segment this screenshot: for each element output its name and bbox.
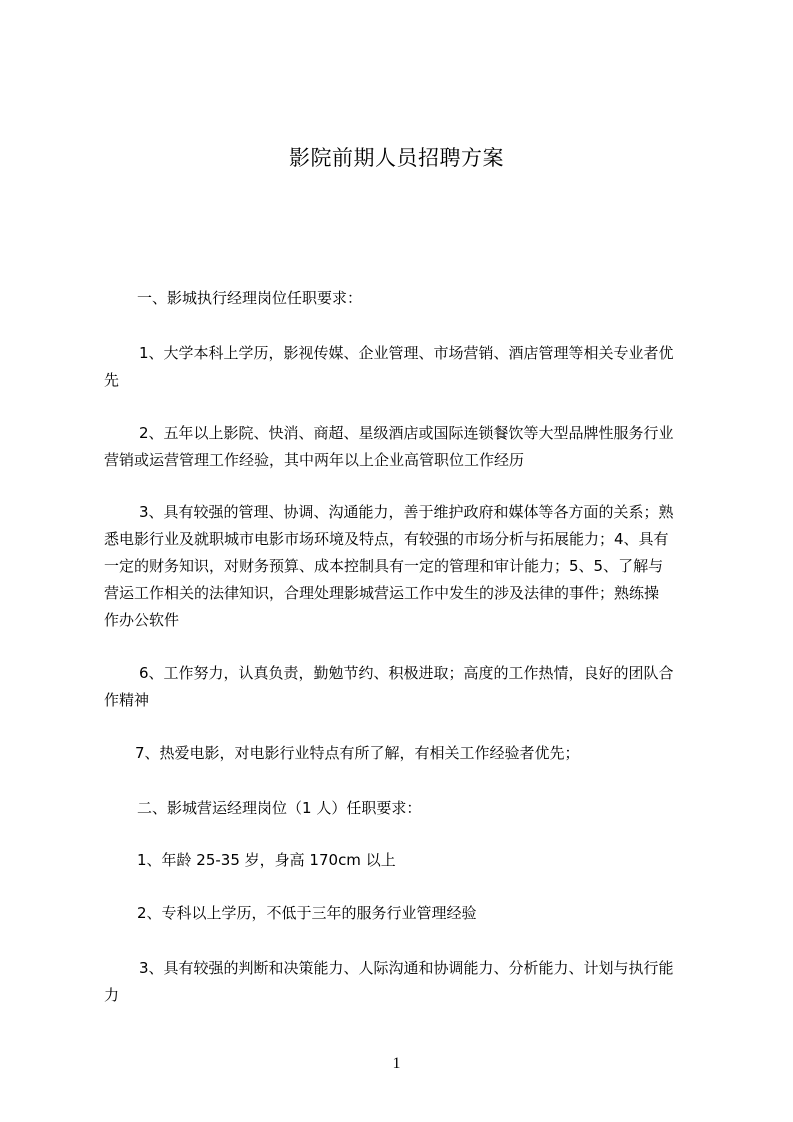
requirement-line: 力 <box>104 986 120 1004</box>
requirement-line: 营销或运营管理工作经验，其中两年以上企业高管职位工作经历 <box>104 451 525 469</box>
requirement-line: 作精神 <box>104 691 150 709</box>
requirement-line: 7、热爱电影，对电影行业特点有所了解，有相关工作经验者优先； <box>135 744 580 762</box>
requirement-line: 3、具有较强的管理、协调、沟通能力，善于维护政府和媒体等各方面的关系；熟 <box>139 503 674 521</box>
section-heading <box>104 285 706 312</box>
requirement-line: 悉电影行业及就职城市电影市场环境及特点，有较强的市场分析与拓展能力；4、具有 <box>104 530 669 548</box>
requirement-line: 2、专科以上学历，不低于三年的服务行业管理经验 <box>137 904 477 922</box>
page-number: 1 <box>392 1055 401 1072</box>
requirement-item <box>104 900 706 927</box>
section-heading-text: 一、影城执行经理岗位任职要求： <box>137 289 363 307</box>
requirement-line: 作办公软件 <box>104 611 180 629</box>
requirement-line: 6、工作努力，认真负责，勤勉节约、积极进取；高度的工作热情，良好的团队合 <box>139 664 674 682</box>
requirement-item <box>104 955 706 1009</box>
requirement-line: 1、大学本科上学历，影视传媒、企业管理、市场营销、酒店管理等相关专业者优 <box>139 344 674 362</box>
requirement-item <box>104 740 706 767</box>
section-heading-text: 二、影城营运经理岗位（1 人）任职要求： <box>137 799 422 817</box>
section-heading <box>104 795 706 822</box>
requirement-line: 1、年龄 25-35 岁，身高 170cm 以上 <box>137 851 396 869</box>
requirement-line: 营运工作相关的法律知识，合理处理影城营运工作中发生的涉及法律的事件；熟练操 <box>104 584 660 602</box>
document-title: 影院前期人员招聘方案 <box>289 146 504 170</box>
requirement-line: 2、五年以上影院、快消、商超、星级酒店或国际连锁餐饮等大型品牌性服务行业 <box>139 424 674 442</box>
requirement-item <box>104 847 706 874</box>
requirement-item <box>104 340 706 394</box>
requirement-line: 一定的财务知识，对财务预算、成本控制具有一定的管理和审计能力；5、5、了解与 <box>104 557 664 575</box>
requirement-item <box>104 499 706 634</box>
requirement-line: 3、具有较强的判断和决策能力、人际沟通和协调能力、分析能力、计划与执行能 <box>139 959 674 977</box>
requirement-item <box>104 420 706 474</box>
requirement-item <box>104 660 706 714</box>
requirement-line: 先 <box>104 371 120 389</box>
